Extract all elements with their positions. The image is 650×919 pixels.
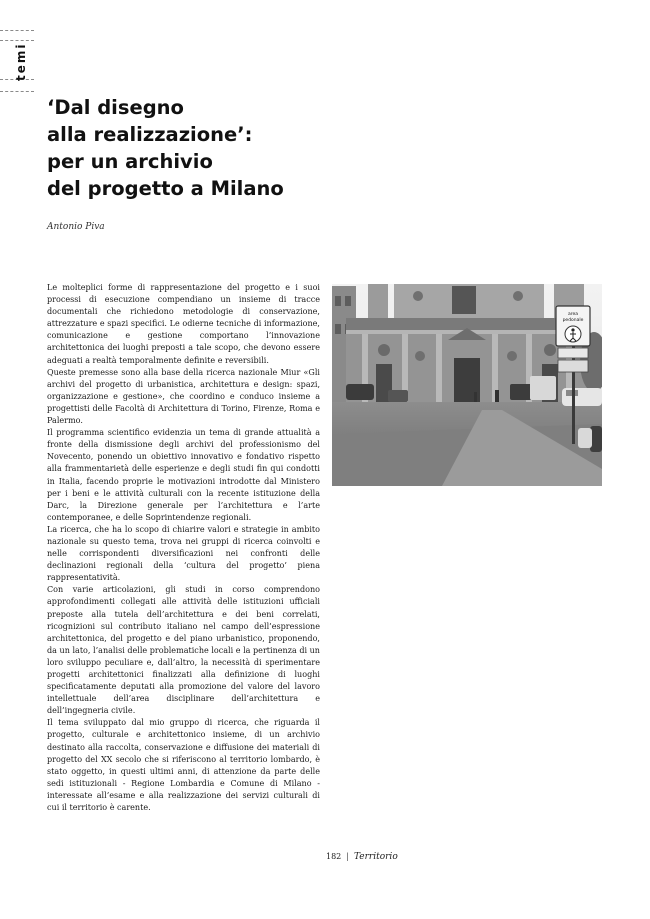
journal-name: Territorio bbox=[353, 852, 398, 862]
footer-separator: | bbox=[346, 852, 349, 861]
photo-car bbox=[346, 384, 374, 400]
photo-person bbox=[474, 392, 477, 402]
photo-van bbox=[530, 376, 556, 400]
photo-bollard bbox=[578, 428, 592, 448]
photo-cornice bbox=[346, 318, 590, 330]
body-paragraph: La ricerca, che ha lo scopo di chiarire valori e strategie in ambito nazionale su questo tema, trova nei gruppi di ricerca coinvolti e nelle corrispondenti diversificazioni nei confronti delle declinazioni regionali della ‘cultura del progetto’ piena rappresentatività. bbox=[47, 524, 320, 583]
title-line: del progetto a Milano bbox=[47, 177, 284, 200]
title-line: per un archivio bbox=[47, 150, 213, 173]
photo-sign-text: area bbox=[567, 312, 579, 317]
title-line: alla realizzazione’: bbox=[47, 123, 253, 146]
title-line: ‘Dal disegno bbox=[47, 96, 184, 119]
photo-car bbox=[388, 390, 408, 402]
page-number: 182 bbox=[326, 852, 342, 861]
body-paragraph: Il tema sviluppato dal mio gruppo di ricerca, che riguarda il progetto, culturale e architettonico insieme, di un archivio destinato alla raccolta, conservazione e diffusione dei materiali di progetto del XX secolo che si riferiscono al territorio lombardo, è stato oggetto, in questi ultimi anni, di attenzione da parte delle sedi istituzionali - Regione Lombardia e Comune di Milano - interessate all’esame e alla realizzazione dei servizi culturali di cui il territorio è carente. bbox=[47, 718, 320, 813]
body-paragraph: Il programma scientifico evidenzia un tema di grande attualità a fronte della dismissione degli archivi del professionismo del Novecento, ponendo un obiettivo innovativo e fondativo rispetto alla frammentarietà delle esperienze e degli studi fin qui condotti in Italia, facendo proprie le motivazioni introdotte dal Ministero per i beni e le attività culturali con la recente istituzione della Darc, la Direzione generale per l’architettura e l’arte contemporanee, e delle Soprintendenze regionali. bbox=[47, 428, 320, 522]
article-body bbox=[47, 282, 320, 814]
photo-car bbox=[510, 384, 532, 400]
body-paragraph: Le molteplici forme di rappresentazione del progetto e i suoi processi di esecuzione compendiano un insieme di tracce documentali che richiedono metodologie di conservazione, attrezzature e spazi specifici. Le odierne tecniche di informazione, comunicazione e gestione comportano l’innovazione architettonica dei luoghi preposti a tale scopo, che devono essere adeguati a realtà temporalmente definite e reversibili. bbox=[47, 283, 320, 365]
section-label: temi bbox=[14, 42, 28, 82]
body-paragraph: Queste premesse sono alla base della ricerca nazionale Miur «Gli archivi del progetto di urbanistica, architettura e design: spazi, organizzazione e gestione», che coordino e conduco insieme a progettisti delle Facoltà di Architettura di Torino, Firenze, Roma e Palermo. bbox=[47, 367, 320, 426]
article-author: Antonio Piva bbox=[47, 222, 105, 232]
photo-sign-text: pedonale bbox=[562, 318, 584, 323]
church-square-photo bbox=[332, 284, 602, 486]
section-tab bbox=[0, 30, 34, 92]
photo-person bbox=[495, 390, 499, 402]
page-footer bbox=[326, 852, 398, 862]
body-paragraph: Con varie articolazioni, gli studi in corso comprendono approfondimenti collegati alle attività delle istituzioni ufficiali preposte alla tutela dell’architettura e dei beni correlati, ricognizioni sul contributo italiano nel campo dell’espressione architettonica, del progetto e del piano urbanistico, proponendo, da un lato, l’analisi delle problematiche locali e la pertinenza di un loro sviluppo peculiare e, dall’altro, la necessità di sperimentare progetti architettonici finalizzati alla definizione di luoghi specificatamente deputati alla promozione del valore del lavoro intellettuale dell’area disciplinare dell’architettura e dell’ingegneria civile. bbox=[47, 585, 320, 716]
article-title bbox=[47, 94, 407, 202]
